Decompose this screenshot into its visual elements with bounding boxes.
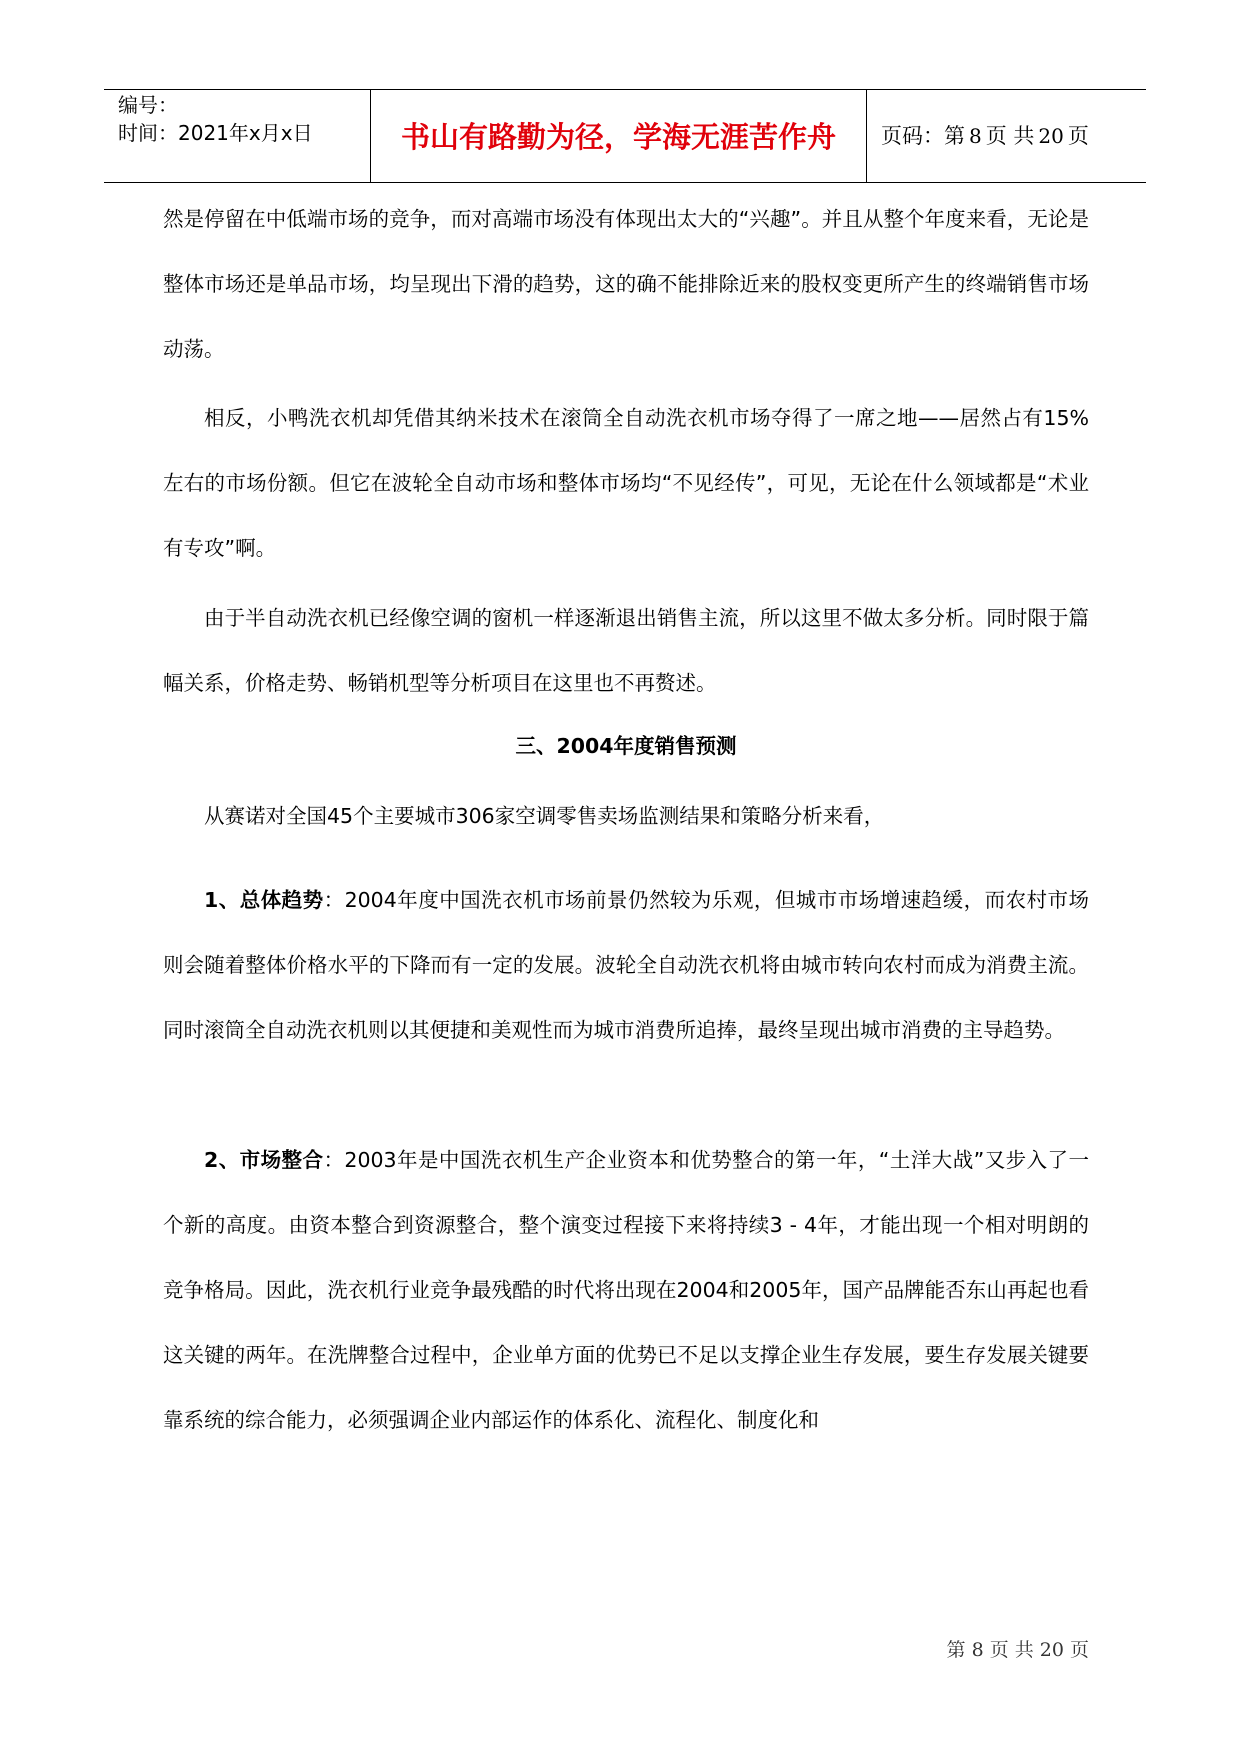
document-time: 时间：2021年x月x日 [118, 121, 313, 145]
header-motto-cell [370, 90, 867, 182]
header-page-number [881, 123, 1089, 149]
paragraph-xiaoya: 相反，小鸭洗衣机却凭借其纳米技术在滚筒全自动洗衣机市场夺得了一席之地——居然占有15%左右的市场份额。但它在波轮全自动市场和整体市场均“不见经传”，可见，无论在什么领域都是“术业有专攻”啊。 [163, 406, 1089, 560]
paragraph-semi-auto: 由于半自动洗衣机已经像空调的窗机一样逐渐退出销售主流，所以这里不做太多分析。同时限于篇幅关系，价格走势、畅销机型等分析项目在这里也不再赘述。 [163, 606, 1089, 695]
header-info-cell [104, 90, 370, 182]
header-page-cell [867, 90, 1146, 182]
document-number-label: 编号： [118, 93, 178, 117]
section-heading: 三、2004年度销售预测 [515, 734, 737, 758]
paragraph-market-integration [163, 1128, 1089, 1453]
paragraph-market-continuation: 然是停留在中低端市场的竞争，而对高端市场没有体现出太大的“兴趣”。并且从整个年度来看，无论是整体市场还是单品市场，均呈现出下滑的趋势，这的确不能排除近来的股权变更所产生的终端销售市场动荡。 [163, 207, 1089, 361]
item-1-lead: 1、总体趋势 [204, 888, 324, 912]
item-2-text: ：2003年是中国洗衣机生产企业资本和优势整合的第一年，“土洋大战”又步入了一个新的高度。由资本整合到资源整合，整个演变过程接下来将持续3 - 4年，才能出现一个相对明朗的竞争格局。因此，洗衣机行业竞争最残酷的时代将出现在2004和2005年，国产品牌能否东山再起也看这关键的两年。在洗牌整合过程中，企业单方面的优势已不足以支撑企业生存发展，要生存发展关键要靠系统的综合能力，必须强调企业内部运作的体系化、流程化、制度化和 [163, 1148, 1089, 1432]
item-1-text: ：2004年度中国洗衣机市场前景仍然较为乐观，但城市市场增速趋缓，而农村市场则会随着整体价格水平的下降而有一定的发展。波轮全自动洗衣机将由城市转向农村而成为消费主流。同时滚筒全自动洗衣机则以其便捷和美观性而为城市消费所追捧，最终呈现出城市消费的主导趋势。 [163, 888, 1089, 1042]
page-footer: 第 8 页 共 20 页 [946, 1639, 1089, 1661]
page-current: 8 [969, 124, 982, 148]
paragraph-overall-trend [163, 868, 1089, 1063]
page-prefix: 页码：第 [881, 124, 965, 148]
header-motto: 书山有路勤为径，学海无涯苦作舟 [400, 120, 836, 154]
paragraph-sino-monitoring: 从赛诺对全国45个主要城市306家空调零售卖场监测结果和策略分析来看， [204, 804, 885, 828]
page-middle: 页 共 [985, 124, 1035, 148]
page-suffix: 页 [1067, 124, 1089, 148]
page-total: 20 [1038, 124, 1064, 148]
document-header [104, 89, 1146, 183]
item-2-lead: 2、市场整合 [204, 1148, 324, 1172]
